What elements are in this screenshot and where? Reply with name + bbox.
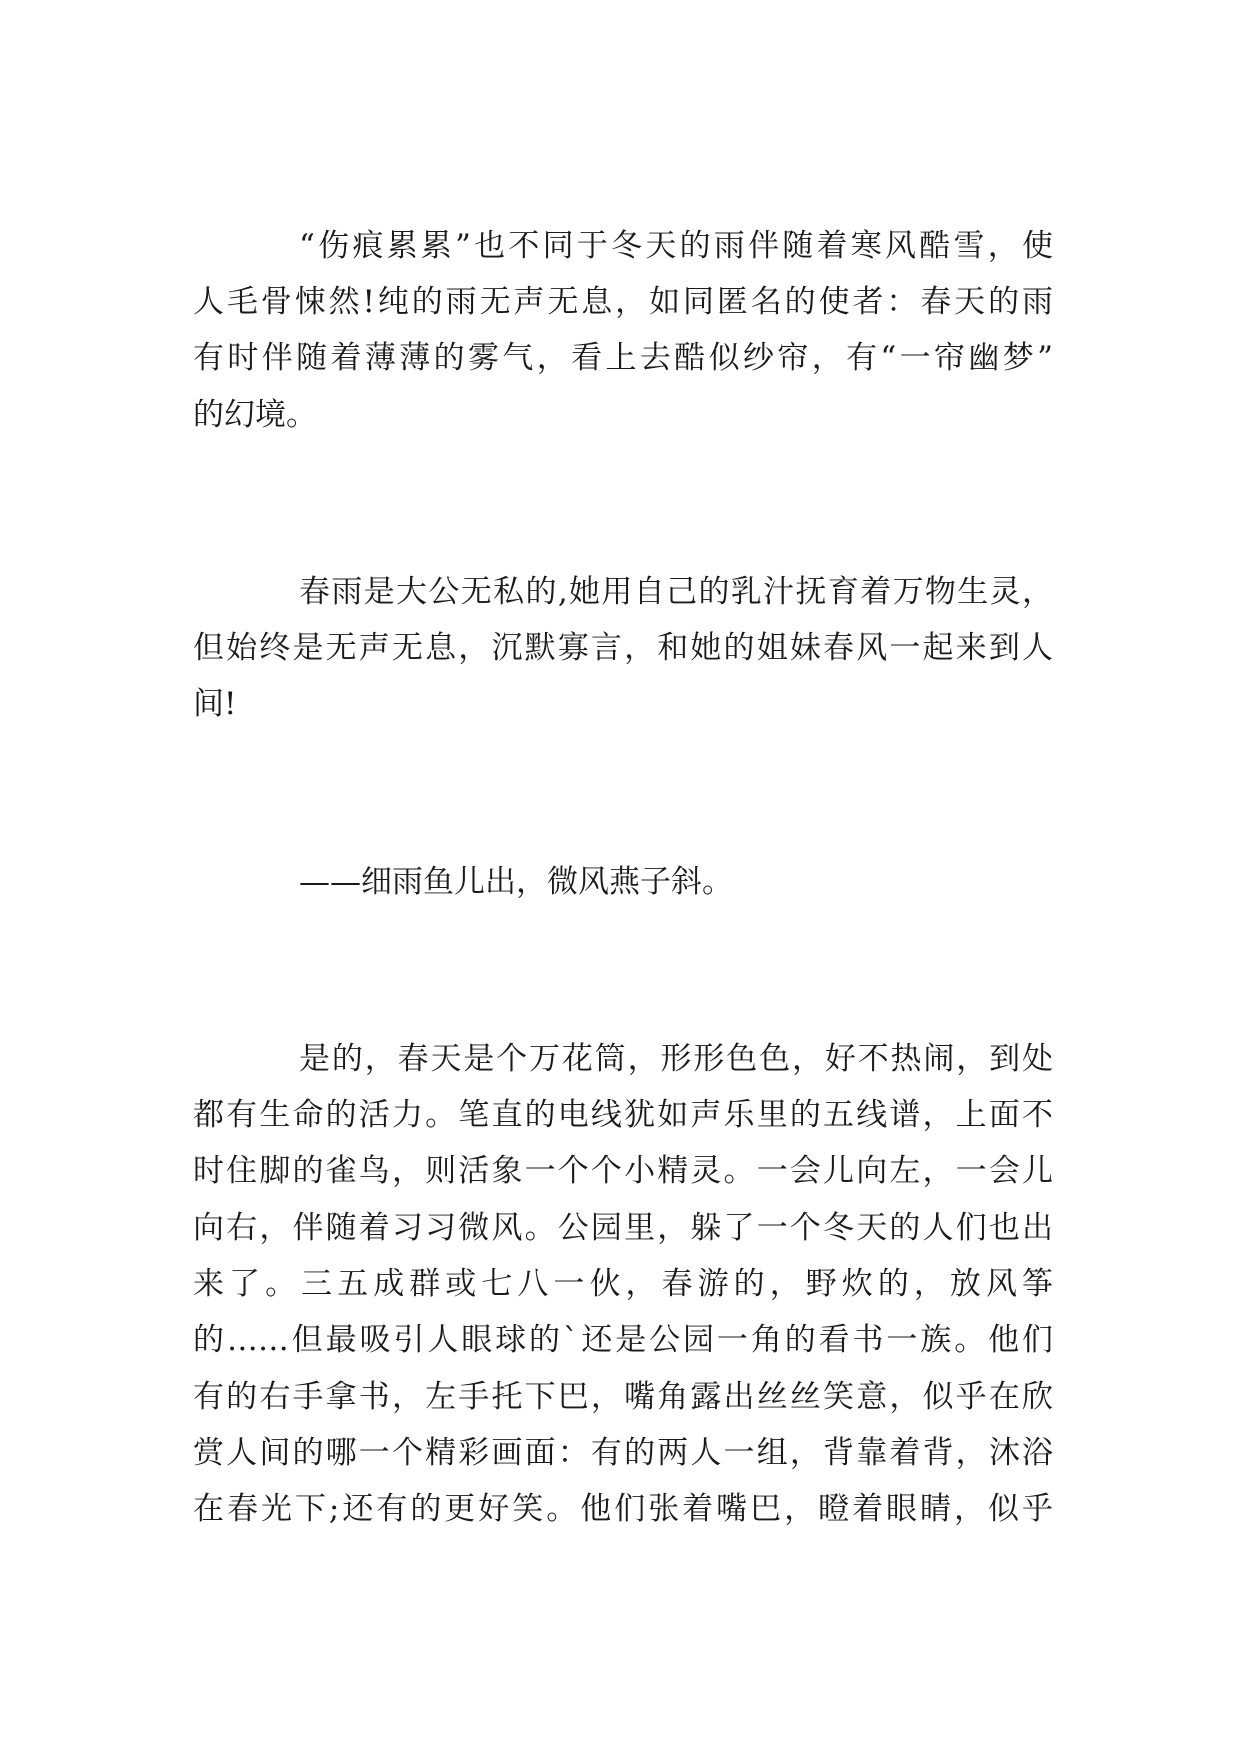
paragraph-1-line-1: “伤痕累累”也不同于冬天的雨伴随着寒风酷雪，使	[299, 228, 1053, 264]
paragraph-4-line-8: 赏人间的哪一个精彩画面：有的两人一组，背靠着背，沐浴	[193, 1435, 1053, 1471]
paragraph-4-line-9: 在春光下;还有的更好笑。他们张着嘴巴，瞪着眼睛，似乎	[193, 1491, 1053, 1527]
paragraph-4-line-7: 有的右手拿书，左手托下巴，嘴角露出丝丝笑意，似乎在欣	[193, 1379, 1053, 1415]
paragraph-4-line-6: 的……但最吸引人眼球的`还是公园一角的看书一族。他们	[193, 1322, 1053, 1358]
paragraph-4-line-2: 都有生命的活力。笔直的电线犹如声乐里的五线谱，上面不	[193, 1097, 1053, 1133]
paragraph-2-line-3: 间!	[193, 686, 237, 722]
paragraph-4-line-1: 是的，春天是个万花筒，形形色色，好不热闹，到处	[299, 1041, 1053, 1077]
paragraph-4-line-5: 来了。三五成群或七八一伙，春游的，野炊的，放风筝	[193, 1266, 1053, 1302]
paragraph-1-line-3: 有时伴随着薄薄的雾气，看上去酷似纱帘，有“一帘幽梦”	[193, 340, 1053, 376]
paragraph-1-line-4: 的幻境。	[193, 397, 317, 433]
paragraph-1-line-2: 人毛骨悚然!纯的雨无声无息，如同匿名的使者：春天的雨	[193, 284, 1053, 320]
paragraph-3-line-1: ——细雨鱼儿出，微风燕子斜。	[299, 864, 733, 900]
paragraph-2-line-2: 但始终是无声无息，沉默寡言，和她的姐妹春风一起来到人	[193, 630, 1053, 666]
paragraph-4-line-4: 向右，伴随着习习微风。公园里，躲了一个冬天的人们也出	[193, 1210, 1053, 1246]
paragraph-4-line-3: 时住脚的雀鸟，则活象一个个小精灵。一会儿向左，一会儿	[193, 1153, 1053, 1189]
paragraph-2-line-1: 春雨是大公无私的,她用自己的乳汁抚育着万物生灵，	[299, 574, 1053, 610]
